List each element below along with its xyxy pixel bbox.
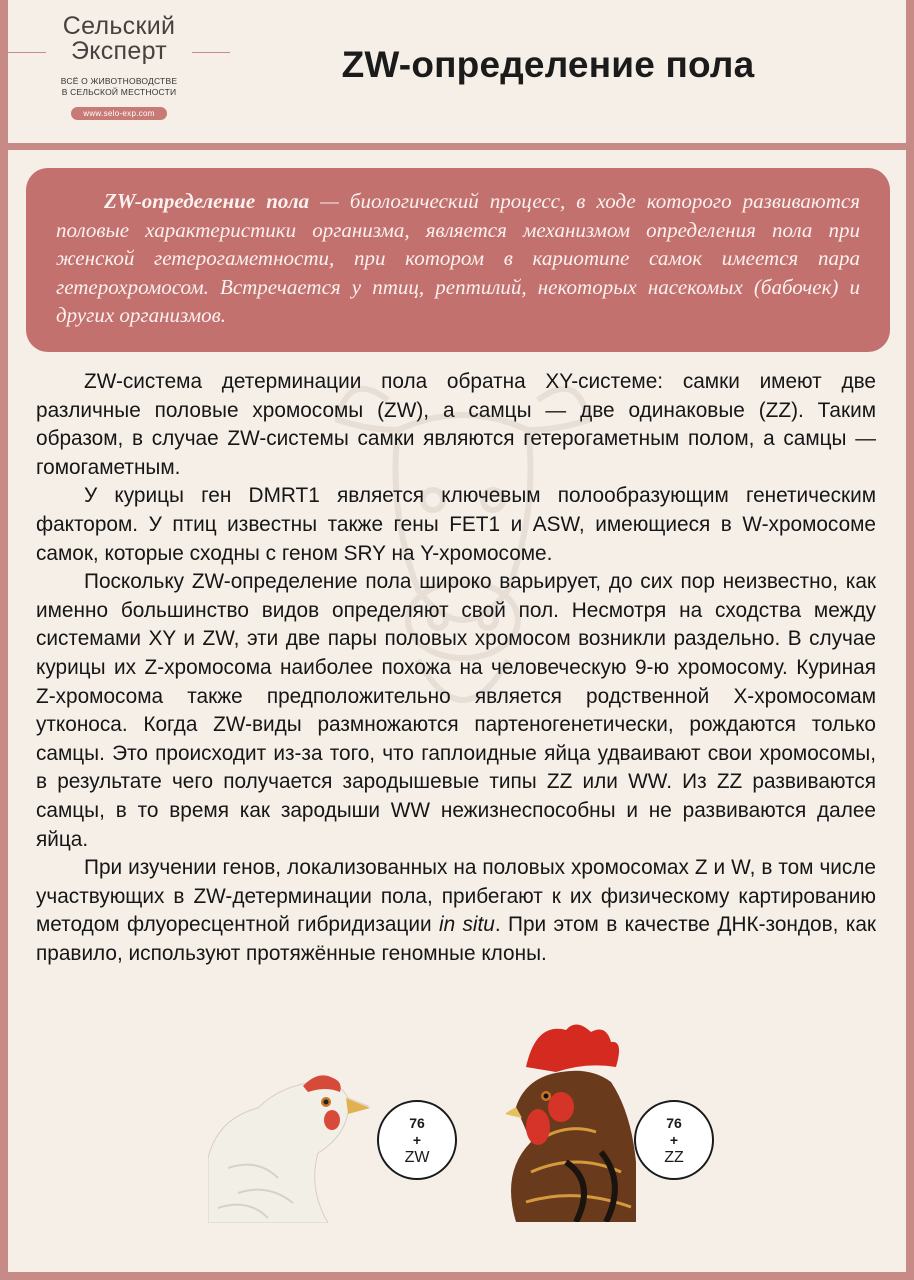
body-text	[36, 368, 876, 968]
rooster-chromosome-count: 76	[666, 1114, 682, 1131]
logo-line2-text: Эксперт	[70, 37, 168, 65]
rooster-karyotype-badge	[634, 1100, 714, 1180]
logo-tagline	[22, 76, 216, 98]
paragraph-2: У курицы ген DMRT1 является ключевым полообразующим генетическим фактором. У птиц известны также гены FET1 и ASW, имеющиеся в W-хромосоме самок, которые сходны с геном SRY на Y-хромосоме.	[36, 484, 876, 565]
rooster-image	[506, 1022, 646, 1222]
paragraph-1: ZW-система детерминации пола обратна XY-системе: самки имеют две различные половые хромосомы (ZW), а самцы — две одинаковые (ZZ). Таким образом, в случае ZW-системы самки являются гетерогаметным полом, а самцы — гомогаметным.	[36, 370, 876, 479]
rooster-sex-chromosomes: ZZ	[664, 1148, 684, 1166]
logo-tagline-2: В СЕЛЬСКОЙ МЕСТНОСТИ	[61, 87, 177, 97]
page-title: ZW-определение пола	[341, 44, 755, 85]
hen-image	[208, 1068, 378, 1223]
header	[8, 0, 906, 143]
logo-url[interactable]: www.selo-exp.com	[71, 107, 167, 120]
logo-line2	[22, 39, 216, 64]
in-situ-term: in situ	[438, 913, 495, 937]
paragraph-4-before: При изучении генов, локализованных на половых хромосомах Z и W, в том числе участвующих в ZW-детерминации пола, прибегают к их физическому картированию методом флуоресцентной гибридизации	[36, 856, 876, 937]
paragraph-3: Поскольку ZW-определение пола широко варьирует, до сих пор неизвестно, как именно большинство видов определяют свой пол. Несмотря на сходства между системами XY и ZW, эти две пары половых хромосом возникли раздельно. В случае курицы их Z-хромосома наиболее похожа на человеческую 9-ю хромосому. Куриная Z-хромосома также предположительно является родственной X-хромосомам утконоса. Когда ZW-виды размножаются партеногенетически, рождаются только самцы. Это происходит из-за того, что гаплоидные яйца удваивают свои хромосомы, в результате чего получается зародышевые типы ZZ или WW. Из ZZ развиваются самцы, в то время как зародыши WW нежизнеспособны и не развиваются далее яйца.	[36, 570, 876, 851]
rooster-plus: +	[669, 1131, 679, 1148]
logo-tagline-1: ВСЁ О ЖИВОТНОВОДСТВЕ	[60, 76, 178, 86]
hen-plus: +	[412, 1131, 422, 1148]
article	[8, 150, 906, 1272]
logo-line1: Сельский	[62, 12, 176, 40]
logo-rule-right	[192, 52, 230, 53]
intro-text: — биологический процесс, в ходе которого развиваются половые характеристики организма, является механизмом определения пола при женской гетерогаметности, при котором в кариотипе самок имеется пара гетерохромосом. Встречается у птиц, рептилий, некоторых насекомых (бабочек) и других организмов.	[56, 189, 860, 327]
logo-rule-left	[8, 52, 46, 53]
hen-karyotype-badge	[377, 1100, 457, 1180]
logo	[22, 14, 216, 121]
hen-chromosome-count: 76	[409, 1114, 425, 1131]
hen-sex-chromosomes: ZW	[404, 1148, 430, 1166]
paragraph-4-after: . При этом в качестве ДНК-зондов, как правило, используют протяжённые геномные клоны.	[36, 913, 876, 965]
intro-term: ZW-определение пола	[104, 189, 310, 213]
paragraph-4	[36, 854, 876, 968]
intro-box	[26, 168, 890, 352]
